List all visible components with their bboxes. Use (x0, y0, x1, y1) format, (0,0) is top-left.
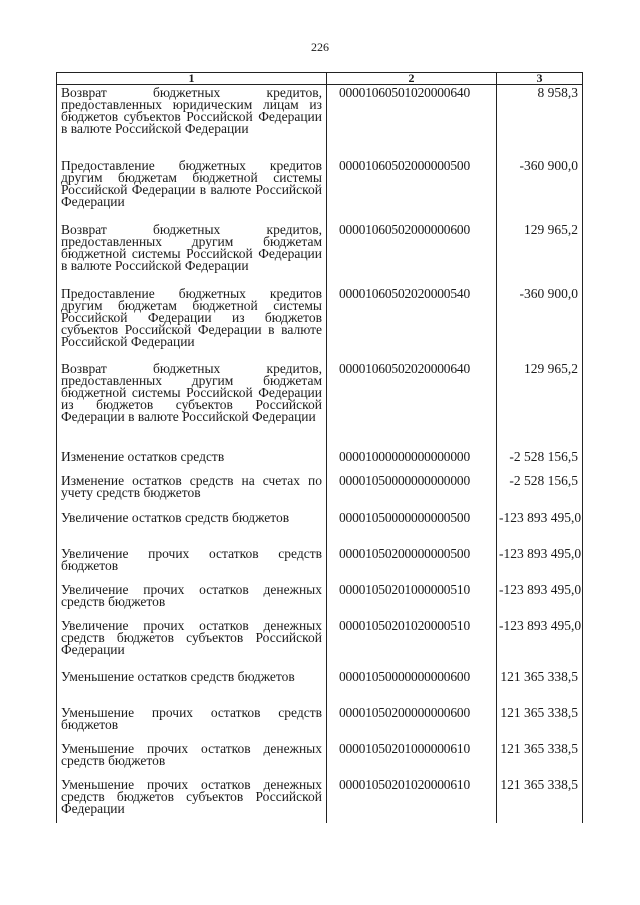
row-name: Уменьшение прочих остатков средств бюджетов (57, 705, 327, 741)
table-row (57, 777, 583, 823)
row-code: 00001060502000000500 (327, 158, 497, 222)
column-header-2: 2 (327, 73, 497, 85)
row-code: 00001060502020000640 (327, 361, 497, 449)
row-amount: 121 365 338,5 (497, 741, 583, 777)
column-header-3: 3 (497, 73, 583, 85)
row-name: Предоставление бюджетных кредитов другим бюджетам бюджетной системы Российской Федерации из бюджетов субъектов Российской Федерации в валюте Российской Федерации (57, 286, 327, 361)
row-code: 00001050201000000510 (327, 582, 497, 618)
table-row (57, 546, 583, 582)
row-name: Возврат бюджетных кредитов, предоставленных юридическим лицам из бюджетов субъектов Российской Федерации в валюте Российской Федерации (57, 85, 327, 158)
table-row (57, 85, 583, 158)
row-amount: -123 893 495,0 (497, 618, 583, 669)
row-amount: -123 893 495,0 (497, 510, 583, 546)
row-amount: -123 893 495,0 (497, 582, 583, 618)
row-amount: -123 893 495,0 (497, 546, 583, 582)
row-code: 00001060502000000600 (327, 222, 497, 286)
table-row (57, 618, 583, 669)
budget-sources-table (56, 72, 583, 823)
table-header-row (57, 73, 583, 85)
row-name: Изменение остатков средств (57, 449, 327, 473)
row-code: 00001050000000000000 (327, 473, 497, 510)
row-name: Уменьшение остатков средств бюджетов (57, 669, 327, 705)
row-amount: 8 958,3 (497, 85, 583, 158)
row-name: Увеличение прочих остатков денежных средств бюджетов (57, 582, 327, 618)
row-code: 00001050200000000500 (327, 546, 497, 582)
row-name: Уменьшение прочих остатков денежных средств бюджетов (57, 741, 327, 777)
table-row (57, 361, 583, 449)
row-code: 00001050000000000500 (327, 510, 497, 546)
row-amount: 121 365 338,5 (497, 705, 583, 741)
row-code: 00001050201020000510 (327, 618, 497, 669)
table-row (57, 741, 583, 777)
row-name: Уменьшение прочих остатков денежных средств бюджетов субъектов Российской Федерации (57, 777, 327, 823)
row-name: Возврат бюджетных кредитов, предоставленных другим бюджетам бюджетной системы Российской Федерации из бюджетов субъектов Российской Федерации в валюте Российской Федерации (57, 361, 327, 449)
row-name: Увеличение прочих остатков средств бюджетов (57, 546, 327, 582)
row-amount: -360 900,0 (497, 158, 583, 222)
table-row (57, 449, 583, 473)
row-amount: -2 528 156,5 (497, 473, 583, 510)
table-row (57, 669, 583, 705)
row-amount: 129 965,2 (497, 222, 583, 286)
row-code: 00001050000000000600 (327, 669, 497, 705)
row-name: Предоставление бюджетных кредитов другим бюджетам бюджетной системы Российской Федерации в валюте Российской Федерации (57, 158, 327, 222)
table-row (57, 222, 583, 286)
table-row (57, 705, 583, 741)
table-row (57, 473, 583, 510)
row-amount: 129 965,2 (497, 361, 583, 449)
row-code: 00001050200000000600 (327, 705, 497, 741)
row-code: 00001060501020000640 (327, 85, 497, 158)
row-amount: -360 900,0 (497, 286, 583, 361)
page-number: 226 (311, 40, 329, 54)
column-header-1: 1 (57, 73, 327, 85)
row-amount: 121 365 338,5 (497, 777, 583, 823)
row-name: Увеличение прочих остатков денежных средств бюджетов субъектов Российской Федерации (57, 618, 327, 669)
table-row (57, 510, 583, 546)
row-name: Возврат бюджетных кредитов, предоставленных другим бюджетам бюджетной системы Российской Федерации в валюте Российской Федерации (57, 222, 327, 286)
table-row (57, 158, 583, 222)
row-code: 00001050201000000610 (327, 741, 497, 777)
row-code: 00001060502020000540 (327, 286, 497, 361)
row-code: 00001050201020000610 (327, 777, 497, 823)
table-row (57, 582, 583, 618)
row-name: Изменение остатков средств на счетах по учету средств бюджетов (57, 473, 327, 510)
row-name: Увеличение остатков средств бюджетов (57, 510, 327, 546)
row-code: 00001000000000000000 (327, 449, 497, 473)
table-row (57, 286, 583, 361)
row-amount: -2 528 156,5 (497, 449, 583, 473)
row-amount: 121 365 338,5 (497, 669, 583, 705)
